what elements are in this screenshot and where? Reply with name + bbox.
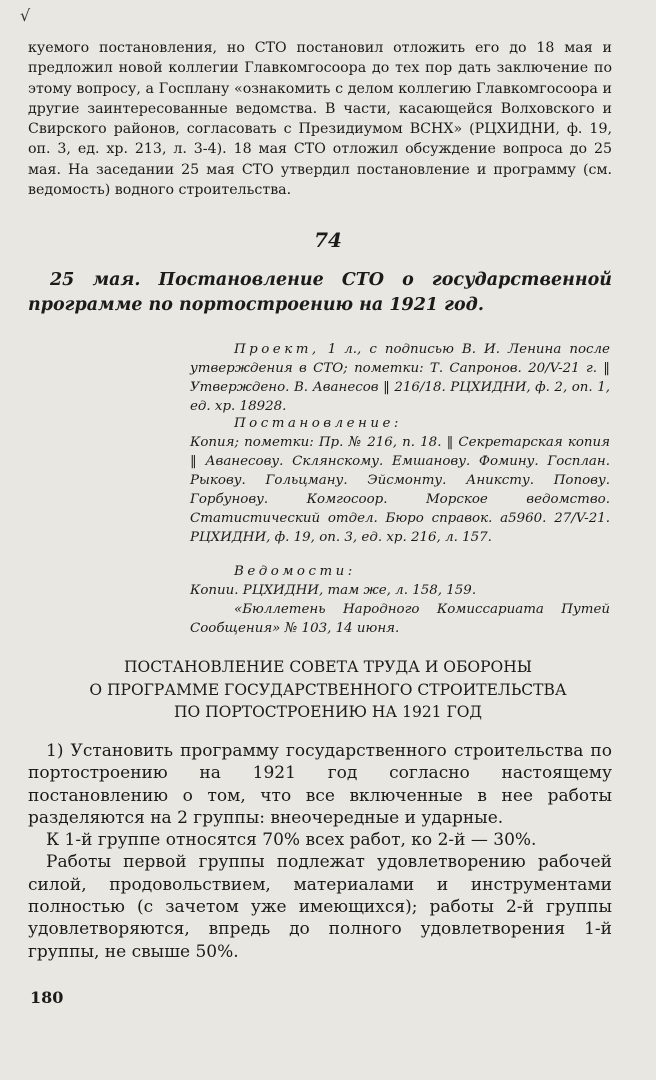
decree-paragraph-3: Работы первой группы подлежат удовлетворению рабочей силой, продовольствием, материалами и инструментами полностью (с зачетом уже имеющихся); работы 2-й группы удовлетворяются, впредь до полного удовлетворения 1-й группы, не свыше 50%. bbox=[28, 852, 612, 962]
decree-paragraph-1: 1) Установить программу государственного строительства по портостроению на 1921 год согласно настоящему постановлению о том, что все включенные в нее работы разделяются на 2 группы: внеочередные и ударные. bbox=[28, 741, 612, 828]
postanovlenie-label: Постановление: bbox=[234, 416, 402, 431]
vedomosti-line2: «Бюллетень Народного Комиссариата Путей Сообщения» № 103, 14 июня. bbox=[190, 602, 610, 636]
intro-paragraph bbox=[28, 38, 612, 200]
archive-note-proekt bbox=[190, 340, 610, 416]
document-title-text: 25 мая. Постановление СТО о государственной программе по портостроению на 1921 год. bbox=[28, 270, 612, 315]
heading-line-2: О ПРОГРАММЕ ГОСУДАРСТВЕННОГО СТРОИТЕЛЬСТВА bbox=[89, 680, 567, 699]
vedomosti-line1: Копии. РЦХИДНИ, там же, л. 158, 159. bbox=[190, 583, 477, 598]
archive-note-vedomosti bbox=[190, 562, 610, 638]
proekt-text: 1 л., с подписью В. И. Ленина после утверждения в СТО; пометки: Т. Сапронов. 20/V-21 г. ‖ Утверждено. В. Аванесов ‖ 216/18. РЦХИДНИ, ф. 2, оп. 1, ед. хр. 18928. bbox=[190, 342, 610, 414]
section-heading bbox=[0, 656, 656, 724]
postanovlenie-text: Копия; пометки: Пр. № 216, п. 18. ‖ Секретарская копия ‖ Аванесову. Склянскому. Емшанову. Фомину. Госплан. Рыкову. Гольцману. Эйсмонту. Аниксту. Попову. Горбунову. Комгосоор. Морское ведомство. Статистический отдел. Бюро справок. а5960. 27/V-21. РЦХИДНИ, ф. 19, оп. 3, ед. хр. 216, л. 157. bbox=[190, 435, 610, 545]
decree-paragraph-2: К 1-й группе относятся 70% всех работ, ко 2-й — 30%. bbox=[46, 830, 537, 851]
intro-text: куемого постановления, но СТО постановил отложить его до 18 мая и предложил новой коллегии Главкомгосоора до тех пор дать заключение по этому вопросу, а Госплану «ознакомить с делом коллегию Главкомгосоора и другие заинтересованные ведомства. В части, касающейся Волховского и Свирского районов, согласовать с Президиумом ВСНХ» (РЦХИДНИ, ф. 19, оп. 3, ед. хр. 213, л. 3-4). 18 мая СТО отложил обсуждение вопроса до 25 мая. На заседании 25 мая СТО утвердил постановление и программу (см. ведомость) водного строительства. bbox=[28, 40, 612, 199]
page-number: 180 bbox=[30, 988, 64, 1007]
proekt-label: Проект, bbox=[234, 342, 320, 357]
document-title bbox=[28, 268, 612, 318]
heading-line-3: ПО ПОРТОСТРОЕНИЮ НА 1921 ГОД bbox=[173, 703, 483, 721]
vedomosti-label: Ведомости: bbox=[234, 564, 356, 579]
decree-body bbox=[28, 740, 612, 963]
heading-line-1: ПОСТАНОВЛЕНИЕ СОВЕТА ТРУДА И ОБОРОНЫ bbox=[124, 658, 532, 676]
corner-mark: √ bbox=[20, 6, 31, 25]
archive-note-postanovlenie bbox=[190, 414, 610, 547]
document-number: 74 bbox=[314, 228, 342, 252]
